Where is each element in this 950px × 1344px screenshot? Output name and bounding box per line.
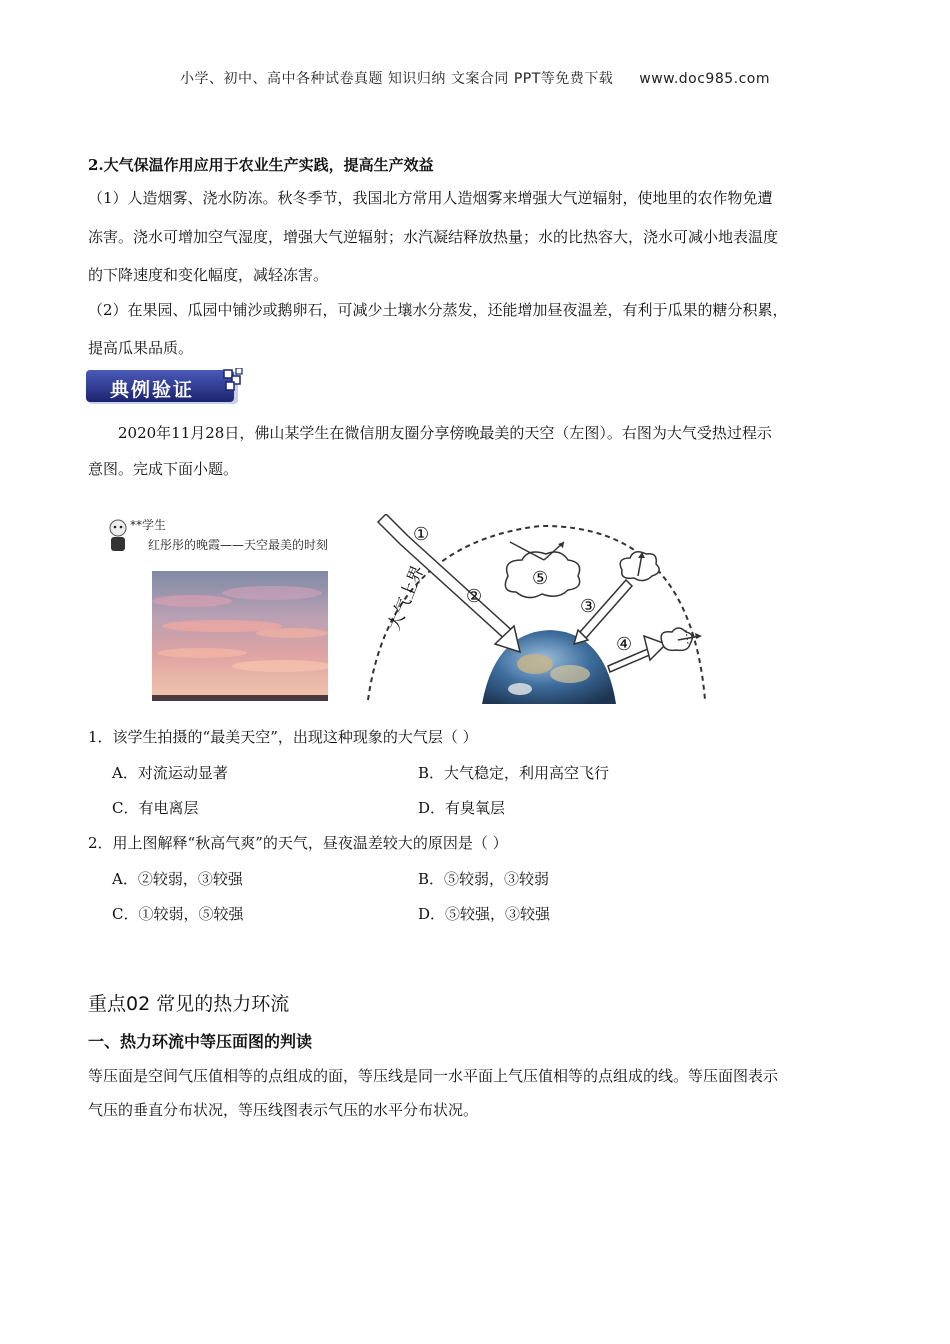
intro-line: 2020年11月28日，佛山某学生在微信朋友圈分享傍晚最美的天空（左图）。右图为大气受热过程示: [118, 424, 772, 442]
question-stem: 2．用上图解释“秋高气爽”的天气，昼夜温差较大的原因是（ ）: [88, 834, 508, 852]
marker-1: ①: [413, 524, 430, 545]
question-stem: 1．该学生拍摄的“最美天空”，出现这种现象的大气层（ ）: [88, 728, 478, 746]
option-a[interactable]: A．②较弱，③较强: [112, 870, 243, 888]
option-a[interactable]: A．对流运动显著: [112, 764, 228, 782]
marker-5: ⑤: [532, 568, 549, 589]
paragraph-line: 的下降速度和变化幅度，减轻冻害。: [88, 266, 329, 284]
option-b[interactable]: B．⑤较弱，③较弱: [418, 870, 550, 888]
page-header: [0, 68, 950, 88]
option-b[interactable]: B．大气稳定，利用高空飞行: [418, 764, 610, 782]
key-section-title: 重点02 常见的热力环流: [88, 993, 290, 1015]
paragraph-line: （1）人造烟雾、浇水防冻。秋冬季节，我国北方常用人造烟雾来增强大气逆辐射，使地里的农作物免遭: [88, 189, 773, 207]
header-site[interactable]: www.doc985.com: [639, 71, 771, 87]
body-line: 等压面是空间气压值相等的点组成的面，等压线是同一水平面上气压值相等的点组成的线。等压面图表示: [88, 1067, 779, 1085]
option-d[interactable]: D．有臭氧层: [418, 799, 506, 817]
atmos-label: 大气上界: [384, 562, 429, 634]
marker-4: ④: [616, 634, 633, 655]
paragraph-line: 提高瓜果品质。: [88, 339, 194, 357]
sunset-photo: [152, 571, 328, 701]
example-banner: [86, 368, 246, 408]
post-user: **学生: [130, 518, 167, 532]
paragraph-line: （2）在果园、瓜园中铺沙或鹅卵石，可减少土壤水分蒸发，还能增加昼夜温差，有利于瓜果的糖分积累，: [88, 301, 788, 319]
marker-2: ②: [466, 586, 483, 607]
header-text: 小学、初中、高中各种试卷真题 知识归纳 文案合同 PPT等免费下载: [179, 71, 614, 87]
post-caption: 红彤彤的晚霞——天空最美的时刻: [148, 538, 329, 552]
banner-label: 典例验证: [110, 379, 195, 401]
option-d[interactable]: D．⑤较强，③较强: [418, 905, 551, 923]
option-c[interactable]: C．①较弱，⑤较强: [112, 905, 244, 923]
intro-line: 意图。完成下面小题。: [88, 460, 239, 478]
paragraph-line: 冻害。浇水可增加空气湿度，增强大气逆辐射；水汽凝结释放热量；水的比热容大，浇水可减小地表温度: [88, 228, 779, 246]
atmosphere-diagram: [360, 514, 720, 704]
body-line: 气压的垂直分布状况，等压线图表示气压的水平分布状况。: [88, 1101, 479, 1119]
key-section-subtitle: 一、热力环流中等压面图的判读: [88, 1032, 313, 1051]
option-c[interactable]: C．有电离层: [112, 799, 199, 817]
marker-3: ③: [580, 596, 597, 617]
social-post: [100, 514, 340, 704]
section-title: 2.大气保温作用应用于农业生产实践，提高生产效益: [88, 156, 434, 174]
